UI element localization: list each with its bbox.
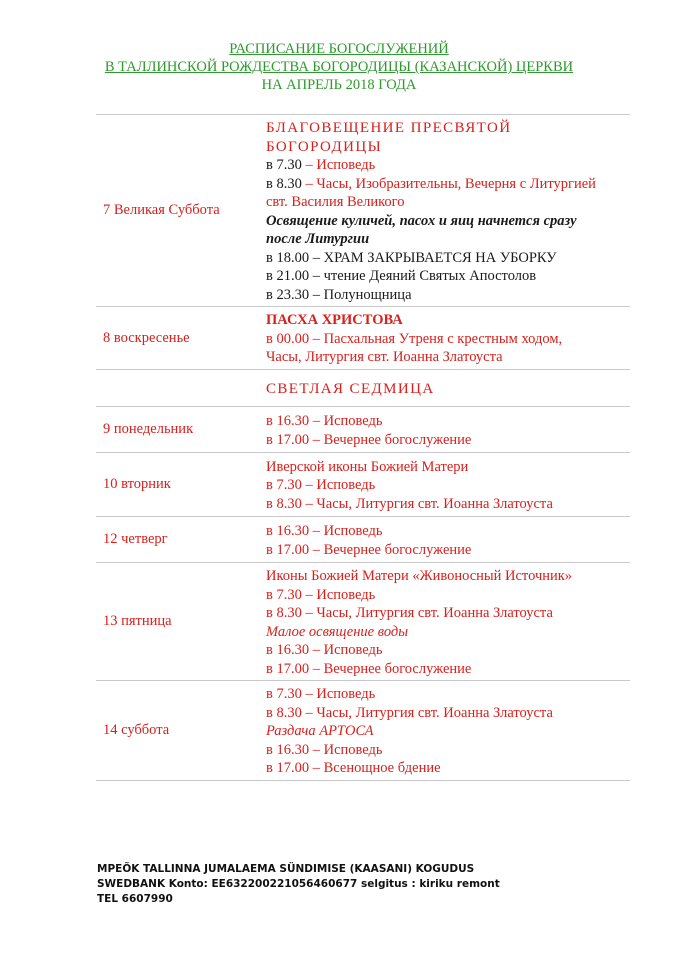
table-row [96,115,630,307]
day-cell: 8 воскресенье [96,307,262,370]
service-line: в 00.00 – Пасхальная Утреня с крестным ходом, [266,330,563,347]
events-cell [262,517,630,563]
service-line: в 17.00 – Вечернее богослужение [266,541,472,558]
service-line: в 7.30 – Исповедь [266,477,376,494]
table-row [96,307,630,370]
service-note: Малое освящение воды [266,623,409,640]
service-line: в 17.00 – Вечернее богослужение [266,431,472,448]
events-cell [262,453,630,517]
day-cell: 13 пятница [96,563,262,681]
service-line: в 8.30 – Часы, Литургия свт. Иоанна Златоуста [266,605,553,621]
service-line: в 7.30 – Исповедь [266,586,376,603]
day-cell: 14 суббота [96,681,262,781]
service-line: в 16.30 – Исповедь [266,413,383,429]
service-line: в 8.30 – Часы, Литургия свт. Иоанна Златоуста [266,495,553,512]
service-line: в 21.00 – чтение Деяний Святых Апостолов [266,268,537,284]
feast-title: БОГОРОДИЦЫ [266,138,383,155]
table-row [96,407,630,453]
service-line: в 7.30 – Исповедь [266,686,376,703]
events-cell [262,563,630,681]
day-cell: 9 понедельник [96,407,262,453]
service-line: в 17.00 – Всенощное бдение [266,760,441,777]
table-row [96,563,630,681]
service-line: в 8.30 – Часы, Изобразительны, Вечерня с Литургией [266,175,596,192]
header-church-name: В ТАЛЛИНСКОЙ РОЖДЕСТВА БОГОРОДИЦЫ (КАЗАНСКОЙ) ЦЕРКВИ [104,59,574,75]
events-cell [262,370,630,407]
feast-title: ПАСХА ХРИСТОВА [266,312,403,329]
parish-footer [97,862,500,907]
table-row [96,370,630,407]
feast-line: Иверской иконы Божией Матери [266,458,469,475]
service-line: Часы, Литургия свт. Иоанна Златоуста [266,349,503,366]
feast-line: Иконы Божией Матери «Живоносный Источник» [266,568,573,584]
schedule-table [96,114,630,781]
events-cell [262,681,630,781]
service-line: в 16.30 – Исповедь [266,741,383,758]
day-cell: 10 вторник [96,453,262,517]
service-line: свт. Василия Великого [266,194,405,210]
week-title: СВЕТЛАЯ СЕДМИЦА [266,380,435,397]
day-cell: 12 четверг [96,517,262,563]
day-cell [96,370,262,407]
service-line: в 23.30 – Полунощница [266,286,412,303]
service-line: в 7.30 – Исповедь [266,157,376,173]
header-month: НА АПРЕЛЬ 2018 ГОДА [261,77,417,93]
feast-title: БЛАГОВЕЩЕНИЕ ПРЕСВЯТОЙ [266,120,512,136]
service-line: в 16.30 – Исповедь [266,523,383,539]
service-line: в 16.30 – Исповедь [266,642,383,658]
service-note: Освящение куличей, пасох и яиц начнется сразу [266,212,577,229]
table-row [96,453,630,517]
day-cell: 7 Великая Суббота [96,115,262,307]
service-note: Раздача АРТОСА [266,723,374,740]
schedule-header [0,40,678,94]
bank-account: SWEDBANK Konto: EE632200221056460677 selgitus : kiriku remont [97,878,500,890]
phone-number: TEL 6607990 [97,893,173,905]
service-line: в 18.00 – ХРАМ ЗАКРЫВАЕТСЯ НА УБОРКУ [266,249,557,266]
events-cell [262,115,630,307]
service-note: после Литургии [266,231,370,247]
header-title: РАСПИСАНИЕ БОГОСЛУЖЕНИЙ [229,41,449,57]
service-line: в 8.30 – Часы, Литургия свт. Иоанна Златоуста [266,704,553,721]
table-row [96,681,630,781]
table-row [96,517,630,563]
events-cell [262,307,630,370]
parish-name: MPEÕK TALLINNA JUMALAEMA SÜNDIMISE (KAASANI) KOGUDUS [97,863,475,875]
events-cell [262,407,630,453]
service-line: в 17.00 – Вечернее богослужение [266,660,472,677]
